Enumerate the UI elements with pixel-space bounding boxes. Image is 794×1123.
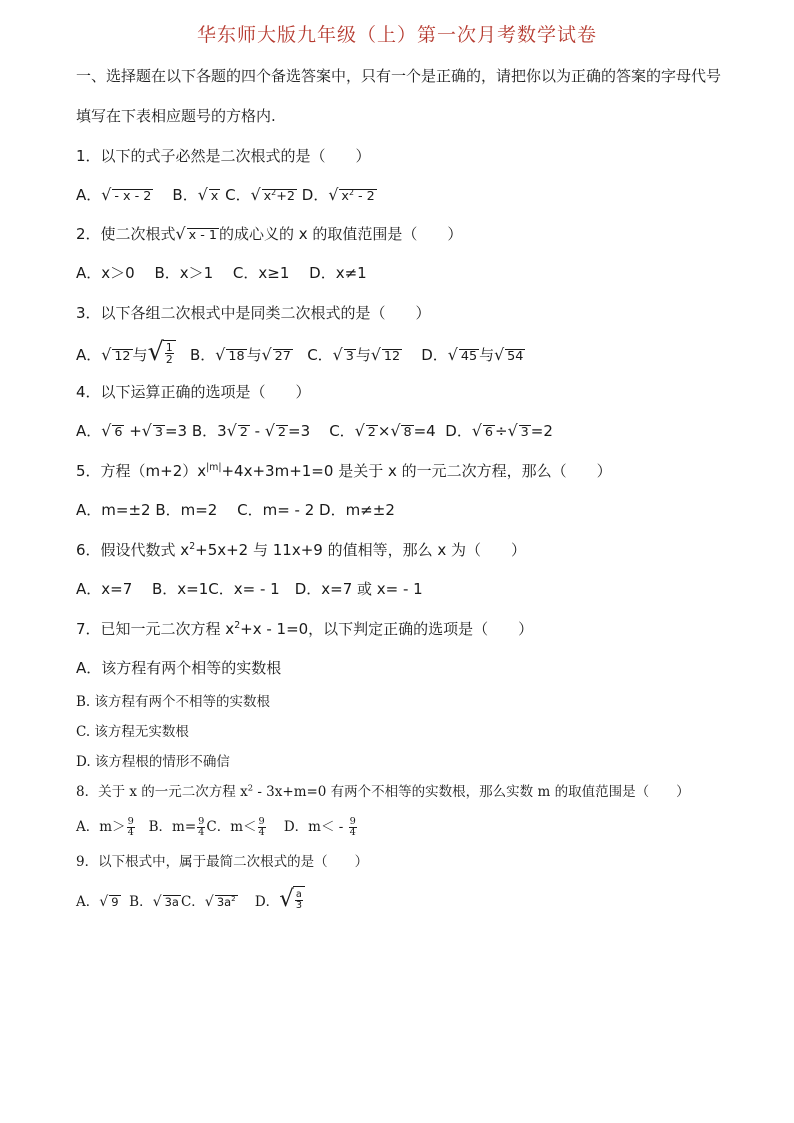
sqrt-icon: √ <box>494 345 505 364</box>
q4-options: A．√ 6 +√ 3 =3 B．3√ 2 - √ 2 =3 C．√ 2 ×√ 8 =4 D．√ 6 ÷√ 3 =2 <box>76 421 553 440</box>
q1-option-a-radicand: - x - 2 <box>114 189 152 204</box>
q1-option-b-radicand: x <box>210 189 219 204</box>
sqrt-icon: √ <box>447 345 458 364</box>
q7-option-b: B. 该方程有两个不相等的实数根 <box>76 694 271 710</box>
sqrt-icon: √ <box>354 421 365 440</box>
sqrt-icon: √ <box>99 894 109 911</box>
q1-option-c-radicand: $x^2+2$ <box>263 187 295 204</box>
q9-options: A．√ 9 B．√ 3a C．√ $3a^2$ D． √ $\frac{a}{3}$ <box>76 886 754 915</box>
q1-options <box>76 185 754 205</box>
sqrt-icon: √ <box>147 337 164 367</box>
q1-option-d-radicand: $x^2 - 2$ <box>341 187 375 204</box>
sqrt-icon: √ <box>328 185 339 204</box>
sqrt-icon: √ <box>101 421 112 440</box>
q1-option-c-label: C． <box>225 186 251 204</box>
sqrt-icon: √ <box>101 185 112 204</box>
q1-stem: 1．以下的式子必然是二次根式的是（ ） <box>76 147 371 165</box>
sqrt-icon: √ <box>390 421 401 440</box>
sqrt-icon: √ <box>215 345 226 364</box>
sqrt-icon: √ <box>204 894 214 911</box>
sqrt-icon: √ <box>197 185 208 204</box>
section-instruction-line1: 一、选择题在以下各题的四个备选答案中，只有一个是正确的，请把你以为正确的答案的字母代号 <box>76 67 722 85</box>
q3-stem: 3．以下各组二次根式中是同类二次根式的是（ ） <box>76 304 431 322</box>
sqrt-icon: √ <box>141 421 152 440</box>
q8-options: A．m＞ $\frac{9}{4}$ B．m= $\frac{9}{4}$ C．m＜ $\frac{9}{4}$ D．m＜ - $\frac{9}{4}$ <box>76 815 356 838</box>
sqrt-icon: √ <box>226 421 237 440</box>
section-instruction-line2: 填写在下表相应题号的方格内. <box>76 107 276 125</box>
q6-stem: 6．假设代数式 $x^2+5x+2$ 与 11x+9 的值相等，那么 x 为（ ） <box>76 541 527 559</box>
page-title: 华东师大版九年级（上）第一次月考数学试卷 <box>196 24 597 46</box>
q2-options: A．x＞0 B．x＞1 C．x≥1 D．x≠1 <box>76 264 367 282</box>
sqrt-icon: √ <box>471 421 482 440</box>
q8-stem: 8．关于 x 的一元二次方程 $x^2 - 3x+m=0$ 有两个不相等的实数根，那么实数 m 的取值范围是（ ） <box>76 782 690 800</box>
q7-stem: 7．已知一元二次方程 $x^2+x - 1=0$，以下判定正确的选项是（ ） <box>76 620 534 638</box>
q3-options: A．√ 12 与 √ $\frac{1}{2}$ B．√ 18 与√ 27 C．√ 3 与√ 12 D．√ 45 与√ 54 <box>76 337 524 367</box>
q1-option-a-label: A． <box>76 186 102 204</box>
sqrt-icon: √ <box>332 345 343 364</box>
sqrt-icon: √ <box>507 421 518 440</box>
q5-options: A．m=±2 B．m=2 C．m= - 2 D．m≠±2 <box>76 501 395 519</box>
q7-option-a: A．该方程有两个相等的实数根 <box>76 659 282 677</box>
sqrt-icon: √ <box>152 894 162 911</box>
sqrt-icon: √ <box>279 886 294 913</box>
q1-option-b-label: B． <box>172 186 198 204</box>
q6-options: A．x=7 B．x=1C．x= - 1 D．x=7 或 x= - 1 <box>76 580 423 598</box>
q4-stem: 4．以下运算正确的选项是（ ） <box>76 383 311 401</box>
q1-option-d-label: D． <box>301 186 329 204</box>
q7-option-d: D. 该方程根的情形不确信 <box>76 754 230 770</box>
q5-stem: 5．方程$(m+2)x^{|m|}+4x+3m+1=0$ 是关于 x 的一元二次方程，那么（ ） <box>76 462 612 480</box>
sqrt-icon: √ <box>101 345 112 364</box>
sqrt-icon: √ <box>175 224 186 243</box>
sqrt-icon: √ <box>370 345 381 364</box>
sqrt-icon: √ <box>261 345 272 364</box>
q9-stem: 9．以下根式中，属于最简二次根式的是（ ） <box>76 854 369 870</box>
q2-stem: 2．使二次根式√ x - 1 的成心义的 x 的取值范围是（ ） <box>76 224 463 243</box>
q7-option-c: C. 该方程无实数根 <box>76 724 189 740</box>
sqrt-icon: √ <box>250 185 261 204</box>
q2-radicand: x - 1 <box>188 228 217 243</box>
sqrt-icon: √ <box>264 421 275 440</box>
